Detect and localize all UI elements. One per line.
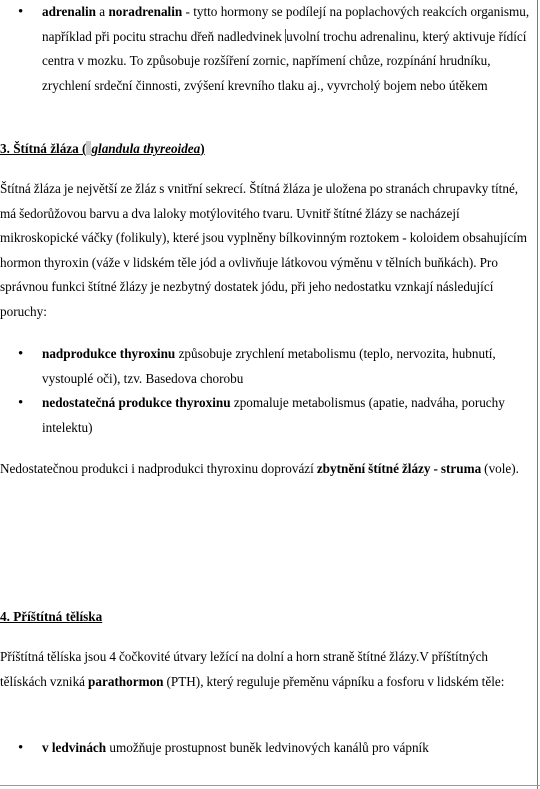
- section-3-closing-block: [0, 457, 536, 482]
- section-4-heading-block: [0, 607, 536, 627]
- adrenalin-list: [0, 0, 536, 98]
- term-noradrenalin: noradrenalin: [108, 4, 183, 19]
- list-item-text: umožňuje prostupnost buněk ledvinových kanálů pro vápník: [106, 740, 429, 755]
- paragraph-text: Příštítná tělíska jsou 4 čočkovité útvary ležící na dolní a horn straně štítné žlázy.V příštítných tělískách vzniká: [0, 649, 489, 689]
- section-3-list: [0, 342, 536, 440]
- list-item: [0, 391, 536, 440]
- list-item-text: a: [96, 4, 109, 19]
- list-item-text: uvolní trochu adrenalinu, který aktivuje řídící centra v mozku. To způsobuje rozšíření zornic, napřímení chůze, rozpínání hrudníku, zrychlení srdeční činnosti, zvýšení krevního tlaku aj., vyvrcholý bojem nebo útěkem: [42, 28, 527, 93]
- paragraph-text: (PTH), který reguluje přeměnu vápníku a fosforu v lidském těle:: [163, 673, 505, 689]
- page-edge-right: [537, 0, 538, 789]
- heading-text: ): [200, 141, 205, 156]
- list-item-term: nadprodukce thyroxinu: [42, 346, 176, 361]
- heading-latin-term: glandula thyreoidea: [91, 141, 201, 156]
- section-heading: 4. Příštítná tělíska: [0, 609, 103, 624]
- list-item: [0, 736, 536, 761]
- term-adrenalin: adrenalin: [42, 4, 96, 19]
- list-item-text: způsobuje zrychlení metabolismu (teplo, nervozita, hubnutí, vystouplé oči), tzv. Basedova chorobu: [42, 346, 496, 386]
- paragraph-text: Nedostatečnou produkci i nadprodukci thyroxinu doprovází: [0, 461, 317, 476]
- section-4-paragraph-block: [0, 645, 536, 694]
- section-3-heading-block: [0, 139, 536, 159]
- list-item-term: nedostatečná produkce thyroxinu: [42, 395, 231, 410]
- list-item-adrenalin: [0, 0, 536, 98]
- paragraph: Štítná žláza je největší ze žláz s vnitřní sekrecí. Štítná žláza je uložena po stranách chrupavky títné, má šedorůžovou barvu a dva laloky motýlovitého tvaru. Uvnitř štítné žlázy se nacházejí mikroskopické váčky (folikuly), které jsou vyplněny bílkovinným roztokem - koloidem obsahujícím hormon thyroxin (váže v lidském těle jód a ovlivňuje látkovou výměnu v tělních buňkách). Pro správnou funkci štítné žlázy je nezbytný dostatek jódu, při jeho nedostatku vznkají následující poruchy:: [0, 181, 527, 319]
- section-4-list: [0, 736, 536, 761]
- term-struma: zbytnění štítné žlázy - struma: [316, 461, 482, 476]
- section-3-paragraph-block: [0, 177, 536, 324]
- paragraph: [0, 645, 536, 694]
- list-item-text: zpomaluje metabolismus (apatie, nadváha, poruchy intelektu): [42, 395, 505, 435]
- list-item-term: v ledvinách: [42, 740, 107, 755]
- page-edge-bottom: [0, 785, 540, 786]
- heading-text: 3. Štítná žláza (: [0, 141, 87, 156]
- paragraph: [0, 457, 536, 482]
- section-heading: [0, 139, 536, 159]
- paragraph-text: (vole).: [481, 461, 519, 476]
- term-parathormon: parathormon: [88, 673, 164, 689]
- list-item-text: - tytto hormony se podílejí na poplachových reakcích organismu, například při pocitu strachu dřeň nadledvinek: [42, 4, 530, 44]
- list-item: [0, 342, 536, 391]
